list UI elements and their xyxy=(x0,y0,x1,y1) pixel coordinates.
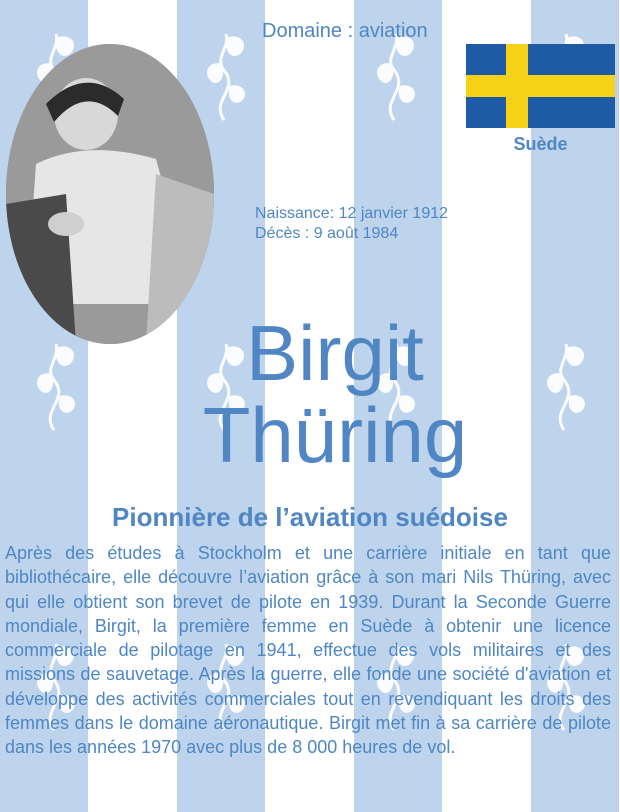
biography-text: Après des études à Stockholm et une carrière initiale en tant que bibliothécaire, elle découvre l’aviation grâce à son mari Nils Thüring, avec qui elle obtient son brevet de pilote en 1939. Durant la Seconde Guerre mondiale, Birgit, la première femme en Suède à obtenir une licence commerciale de pilotage en 1941, effectue des vols militaires et des missions de sauvetage. Après la guerre, elle fonde une société d'aviation et développe des activités commerciales tout en revendiquant les droits des femmes dans le domaine aéronautique. Birgit met fin à sa carrière de pilote dans les années 1970 avec plus de 8 000 heures de vol. xyxy=(5,543,611,758)
leaf-ornament-icon xyxy=(30,340,82,432)
country-label: Suède xyxy=(513,134,568,154)
leaf-ornament-icon xyxy=(540,340,592,432)
domain-label: Domaine : aviation xyxy=(262,20,428,42)
first-name: Birgit xyxy=(246,309,424,397)
birth-date: Naissance: 12 janvier 1912 xyxy=(255,205,449,222)
death-date: Décès : 9 août 1984 xyxy=(255,225,399,242)
person-name xyxy=(150,309,520,479)
sweden-flag-icon xyxy=(466,44,615,128)
life-dates xyxy=(255,204,448,244)
portrait-photo xyxy=(6,44,214,344)
leaf-ornament-icon xyxy=(450,190,502,282)
last-name: Thüring xyxy=(202,391,468,479)
subtitle: Pionnière de l’aviation suédoise xyxy=(112,502,508,532)
leaf-ornament-icon xyxy=(200,30,252,122)
leaf-ornament-icon xyxy=(370,30,422,122)
